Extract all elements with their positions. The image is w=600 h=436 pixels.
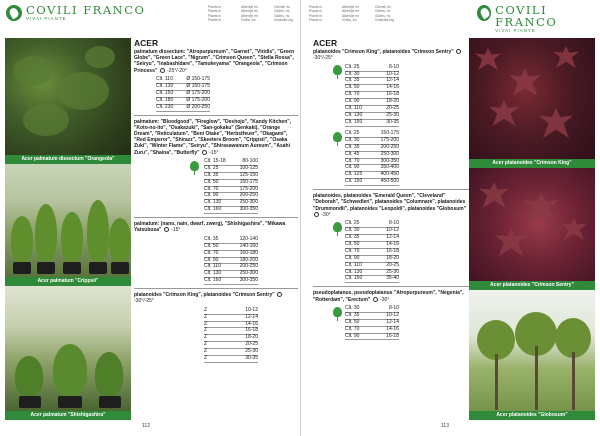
table-row: Clt. 130 250-300 xyxy=(204,199,258,206)
table-row: Z 14-16 xyxy=(204,320,258,327)
photo-caption: Acer palmatum "Shishigashira" xyxy=(5,411,131,420)
brand-name: COVILI FRANCO xyxy=(495,3,558,29)
table-row: Clt. 35 10-12 xyxy=(345,311,399,318)
table-row: Clt. 130 25-30 xyxy=(345,111,399,118)
header-info-col: Clientfl, rtc Glofrls, rtc Glofrls, rtc Vivaivilla.org xyxy=(274,5,293,23)
table-row: Clt. 50 14-16 xyxy=(345,240,399,247)
hardiness-temp: -30° xyxy=(380,296,390,303)
table-row: Clt. 70 175-200 xyxy=(204,185,258,192)
hardiness-temp: -15° xyxy=(171,227,181,234)
genus-title: ACER xyxy=(313,38,338,48)
variety-description: platanoides, platanoides "Emerald Queen", "Cleveland" "Deborah", "Schwedleri", platanoides "Columnare", platanoides "Drummondii", platanoides "Leopoldi", platanoides "Globosum" -30° xyxy=(313,193,467,218)
divider xyxy=(313,286,473,287)
table-row: Clt. 160 300-350 xyxy=(204,206,258,213)
table-row: Z 25-30 xyxy=(204,348,258,355)
table-row: Clt. 35 12-14 xyxy=(345,77,399,84)
table-row: Clt. 90 200-250 xyxy=(204,192,258,199)
table-row: Clt. 110 20-25 xyxy=(345,105,399,112)
hardiness-temp: -30°/-25° xyxy=(134,298,154,305)
table-row: Clt. 150 Ø 175-200 xyxy=(156,89,210,96)
variety-description: platanoides "Crimson King", platanoides "Crimson Sentry" -30°/-25° xyxy=(134,292,298,304)
variety-description: palmatum dissectum: "Atropurpureum", "Garnet", "Viridis", "Green Globe", "Green Lace", "Nigrum", "Crimson Queen", "Stella Rossa", "Seiryu", "Inabashidare", "Tamukeyama" "Orangeola", "Crimson Princess" -25°/-20° xyxy=(134,49,295,74)
size-table xyxy=(204,237,258,286)
size-table-block xyxy=(134,77,298,112)
table-row: Clt. 45 250-300 xyxy=(345,150,399,157)
table-row: Z 18-20 xyxy=(204,334,258,341)
table-row: Clt. 35 12-14 xyxy=(345,234,399,240)
catalog-text xyxy=(134,38,298,366)
divider xyxy=(134,288,298,289)
header-info xyxy=(309,5,399,23)
hardiness-temp: -30°/-25° xyxy=(313,55,333,62)
photo-column xyxy=(5,38,131,420)
table-row: Clt. 35 125-150 xyxy=(204,171,258,178)
table-row: Z 12-14 xyxy=(204,313,258,320)
variety-description: palmatum: "Bloodgood", "Fireglow", "Deshojo", "Kandy Kitchen", "Koto-no-ito", "Osakazuki", "San-gokaku" (Senkaki), "Orange Dream", "Reticulatum", "Beni Otake", "Herbstfeuer", "Okagami", "Red Emperor", "Shirazz", "Skeeters Broom", "Crippsii", "Osaka Zuki", "Winter Flame", "Seiryu", "Shirasawanum Aureum", "Asahi Zuru", "Shaina", "Butterfly" -15° xyxy=(134,118,292,156)
tree-icon xyxy=(333,222,342,236)
genus-title: ACER xyxy=(134,38,159,48)
sun-icon xyxy=(164,227,169,232)
header-info-col: Plants in Plants in Plants in Plants in xyxy=(309,5,323,23)
table-row: Clt. 130 250-300 xyxy=(204,270,258,277)
table-row: Clt. 160 300-350 xyxy=(204,277,258,284)
table-row: Clt. 110 20-25 xyxy=(345,261,399,268)
tree-icon xyxy=(333,307,342,321)
table-row: Clt. 25 150-175 xyxy=(345,129,399,136)
table-row: Clt. 70 16-18 xyxy=(345,91,399,98)
divider xyxy=(134,217,298,218)
divider xyxy=(313,189,473,190)
header-info xyxy=(208,5,298,23)
table-row: Clt. 25 8-10 xyxy=(345,220,399,227)
photo-caption: Acer platanoides "Globosum" xyxy=(469,411,595,420)
tree-icon xyxy=(190,161,199,175)
header-info-col: Plants in Plants in Plants in Plants in xyxy=(208,5,222,23)
photo-acer-orangeola xyxy=(5,38,131,164)
hardiness-temp: -30° xyxy=(321,211,331,218)
sun-icon xyxy=(202,150,207,155)
table-row: Clt. 30 8-10 xyxy=(345,304,399,311)
leaf-icon xyxy=(477,5,491,21)
table-row: Clt. 230 Ø 200-250 xyxy=(156,103,210,110)
table-row: Clt. 180 Ø 175-200 xyxy=(156,96,210,103)
size-table xyxy=(345,221,399,283)
brand-logo xyxy=(6,4,145,22)
size-table-block xyxy=(134,159,298,214)
table-row: Clt. 70 14-16 xyxy=(345,325,399,332)
table-row: Z 10-12 xyxy=(204,306,258,313)
table-row: Clt. 25 100-125 xyxy=(204,164,258,171)
table-row: Clt. 130 Ø 150-175 xyxy=(156,82,210,89)
photo-acer-crippsii xyxy=(5,164,131,286)
sun-icon xyxy=(373,297,378,302)
header-info-col: Alberi/je en Alberi/je en Alberi/je en Vivilla, inc xyxy=(241,5,258,23)
photo-acer-crimson-sentry xyxy=(469,168,595,290)
tree-icon xyxy=(333,132,342,146)
table-row: Clt. 90 18-20 xyxy=(345,254,399,261)
sun-icon xyxy=(456,49,461,54)
table-row: Clt. 110 Ø 150-175 xyxy=(156,75,210,82)
table-row: Clt. 50 150-175 xyxy=(204,178,258,185)
header-info-col: Clientfl, rtc Glofrls, rtc Glofrls, rtc Vivaivilla.org xyxy=(375,5,394,23)
size-table xyxy=(345,306,399,341)
photo-acer-globosum xyxy=(469,290,595,420)
variety-description: pseudoplatanus, pseudoplatanus "Atropurpureum", "Negenia", "Rotterdam", "Erectum" -30° xyxy=(313,290,464,303)
photo-caption: Acer platanoides "Crimson King" xyxy=(469,159,595,168)
table-row: Clt. 150 35-40 xyxy=(345,275,399,282)
table-row: Clt. 50 12-14 xyxy=(345,318,399,325)
brand-logo xyxy=(477,4,600,34)
table-row: Clt. 35 200-250 xyxy=(345,143,399,150)
sun-icon xyxy=(277,292,282,297)
table-row: Clt. 30 10-12 xyxy=(345,227,399,234)
page-number: 112 xyxy=(142,423,150,429)
brand-name: COVILI FRANCO xyxy=(26,3,146,17)
table-row: Clt. 110 200-250 xyxy=(204,263,258,270)
table-row: Clt. 70 300-350 xyxy=(345,157,399,164)
table-row: Clt. 30 10-12 xyxy=(345,70,399,77)
table-row: Clt. 90 180-200 xyxy=(204,256,258,263)
brand-subtitle: VIVAI PIANTE xyxy=(26,16,67,21)
table-row: Clt. 30 175-200 xyxy=(345,136,399,143)
size-table xyxy=(204,308,258,363)
sun-icon xyxy=(160,68,165,73)
table-row: Clt. 15-18 80-100 xyxy=(204,157,258,164)
photo-caption: Acer platanoides "Crimson Sentry" xyxy=(469,281,595,290)
right-page xyxy=(300,0,600,436)
variety-description: palmatum: (nano, nain, dwarf, zwerg), "Shishigashira", "Mikawa Yatsubusa" -15° xyxy=(134,221,286,234)
size-table-block xyxy=(313,306,473,341)
page-number: 113 xyxy=(441,423,449,429)
photo-acer-shishigashira xyxy=(5,286,131,420)
variety-description: platanoides "Crimson King", platanoides "Crimson Sentry" -30°/-25° xyxy=(313,49,473,61)
table-row: Clt. 50 140-160 xyxy=(204,242,258,249)
size-table xyxy=(204,159,258,214)
table-row: Clt. 90 18-20 xyxy=(345,98,399,105)
table-row: Clt. 35 120-140 xyxy=(204,235,258,242)
size-table xyxy=(156,77,210,112)
photo-caption: Acer palmatum dissectum "Orangeola" xyxy=(5,155,131,164)
size-table xyxy=(345,64,399,126)
table-row: Clt. 150 450-500 xyxy=(345,178,399,185)
hardiness-temp: -25°/-20° xyxy=(167,67,187,74)
brand-subtitle: VIVAI PIANTE xyxy=(495,28,536,33)
size-table xyxy=(345,131,399,186)
table-row: Clt. 130 25-30 xyxy=(345,268,399,275)
catalog-text xyxy=(313,38,473,343)
table-row: Clt. 50 14-16 xyxy=(345,84,399,91)
table-row: Clt. 90 350-400 xyxy=(345,164,399,171)
size-table-block xyxy=(313,64,473,126)
size-table-block xyxy=(313,131,473,186)
tree-icon xyxy=(333,65,342,79)
table-row: Z 30-35 xyxy=(204,355,258,362)
table-row: Clt. 25 8-10 xyxy=(345,63,399,70)
header-info-col: Alberi/je en Alberi/je en Alberi/je en Vivilla, inc xyxy=(342,5,359,23)
table-row: Z 20-25 xyxy=(204,341,258,348)
size-table-block xyxy=(134,237,298,286)
table-row: Clt. 90 16-18 xyxy=(345,332,399,339)
photo-acer-crimson-king xyxy=(469,38,595,168)
sun-icon xyxy=(314,212,319,217)
table-row: Z 16-18 xyxy=(204,327,258,334)
table-row: Clt. 70 160-180 xyxy=(204,249,258,256)
photo-caption: Acer palmatum "Crippsii" xyxy=(5,277,131,286)
table-row: Clt. 125 400-450 xyxy=(345,171,399,178)
hardiness-temp: -15° xyxy=(209,149,219,156)
table-row: Clt. 70 16-18 xyxy=(345,247,399,254)
size-table-block xyxy=(313,221,473,283)
divider xyxy=(134,115,298,116)
table-row: Clt. 150 30-35 xyxy=(345,118,399,125)
size-table-block xyxy=(134,308,298,363)
leaf-icon xyxy=(6,5,22,21)
photo-column xyxy=(469,38,595,420)
